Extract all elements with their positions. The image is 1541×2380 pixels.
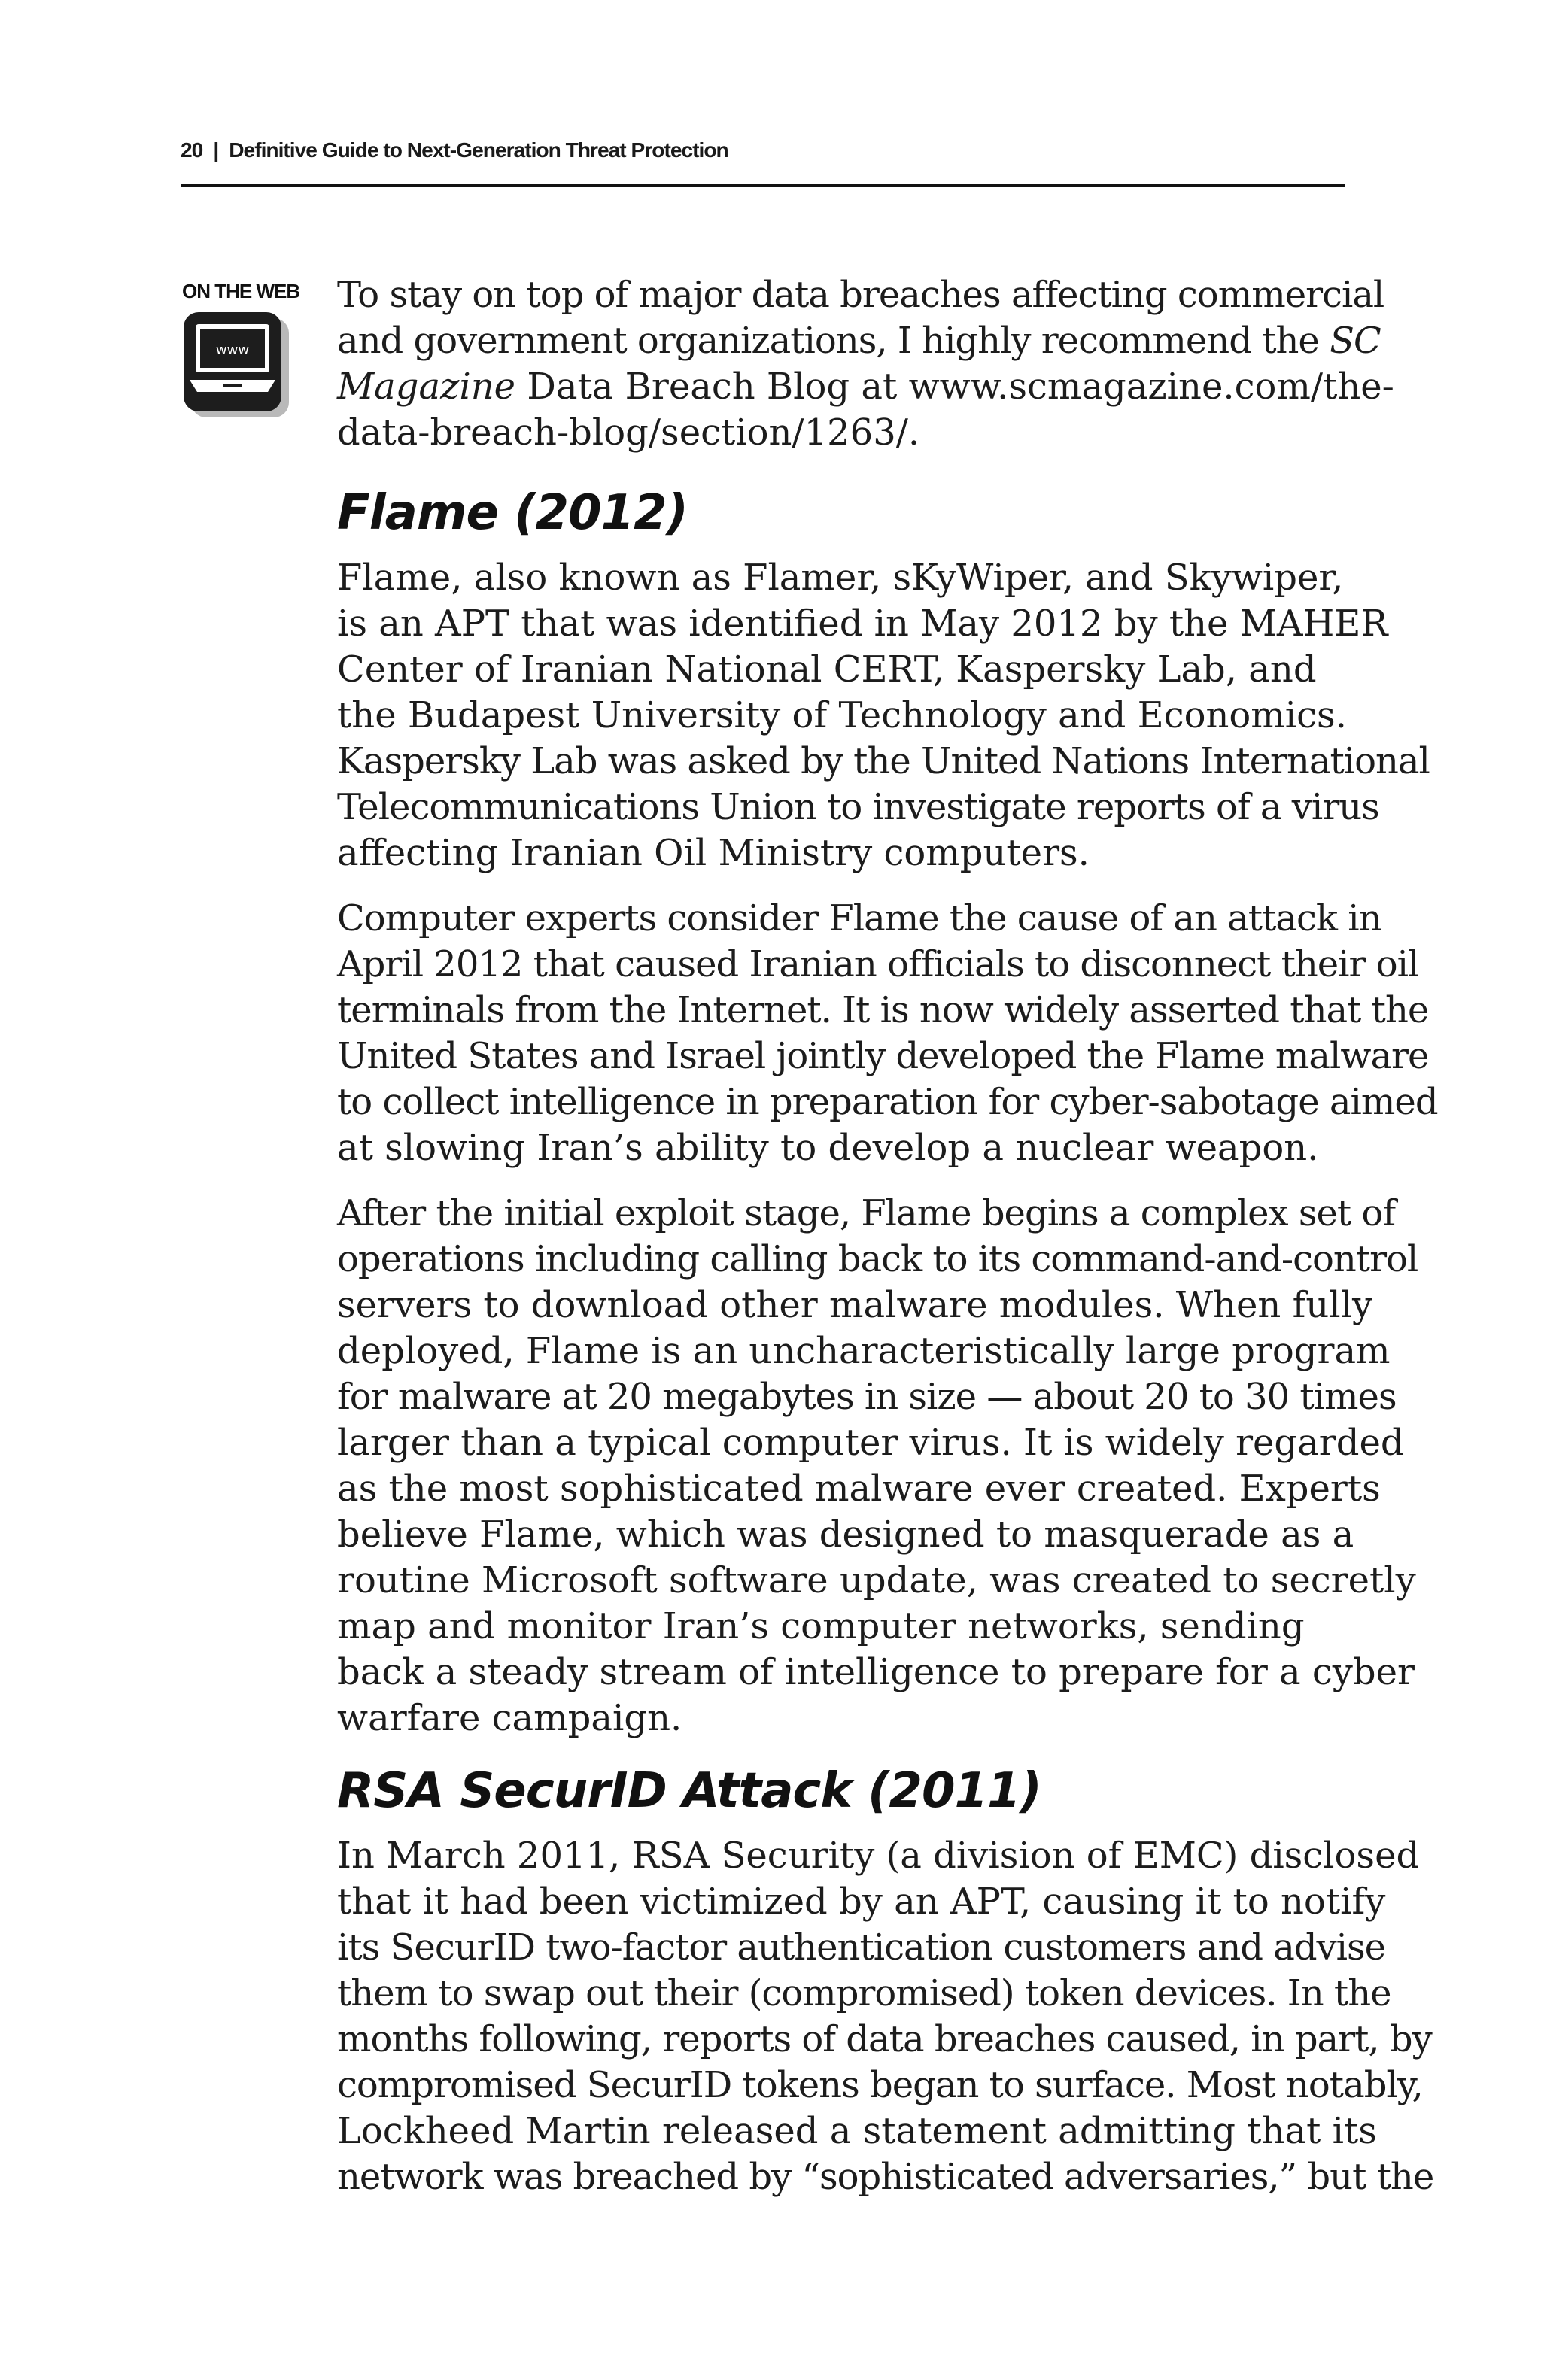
- text-line: deployed, Flame is an uncharacteristically large program: [337, 1330, 1391, 1372]
- text-line: as the most sophisticated malware ever created. Experts: [337, 1468, 1381, 1510]
- text-line: routine Microsoft software update, was created to secretly: [337, 1559, 1416, 1601]
- flame-paragraph-3: [337, 1191, 1418, 1741]
- text-line: Kaspersky Lab was asked by the United Nations International: [337, 740, 1430, 782]
- text-line: Telecommunications Union to investigate reports of a virus: [337, 786, 1379, 828]
- text-line: Flame, also known as Flamer, sKyWiper, and Skywiper,: [337, 557, 1344, 599]
- text-line: believe Flame, which was designed to masquerade as a: [337, 1513, 1354, 1556]
- callout-line: and government organizations, I highly recommend the SC: [337, 320, 1381, 362]
- text-line: operations including calling back to its command-and-control: [337, 1238, 1418, 1280]
- text-line: affecting Iranian Oil Ministry computers.: [337, 832, 1090, 874]
- callout-line: data-breach-blog/section/1263/.: [337, 411, 920, 454]
- text-line: April 2012 that caused Iranian officials to disconnect their oil: [337, 943, 1419, 985]
- text-line: Center of Iranian National CERT, Kaspersky Lab, and: [337, 648, 1317, 691]
- section-heading-rsa: RSA SecurID Attack (2011): [337, 1763, 1041, 1819]
- text-line: servers to download other malware modules. When fully: [337, 1284, 1373, 1326]
- flame-paragraph-2: [337, 896, 1438, 1171]
- on-the-web-callout: [337, 272, 1394, 456]
- text-line: United States and Israel jointly developed the Flame malware: [337, 1035, 1429, 1077]
- text-line: that it had been victimized by an APT, causing it to notify: [337, 1881, 1386, 1923]
- text-line: the Budapest University of Technology and Economics.: [337, 694, 1347, 736]
- text-line: In March 2011, RSA Security (a division of EMC) disclosed: [337, 1835, 1420, 1877]
- text-line: warfare campaign.: [337, 1697, 682, 1739]
- page-body: [337, 272, 1438, 2220]
- on-the-web-sidebar: [179, 280, 299, 420]
- text-line: for malware at 20 megabytes in size — about 20 to 30 times: [337, 1376, 1397, 1418]
- text-line: its SecurID two-factor authentication customers and advise: [337, 1926, 1386, 1969]
- text-line: to collect intelligence in preparation for cyber-sabotage aimed: [337, 1081, 1438, 1123]
- text-line: After the initial exploit stage, Flame begins a complex set of: [337, 1192, 1396, 1234]
- text-line: larger than a typical computer virus. It is widely regarded: [337, 1422, 1404, 1464]
- rsa-paragraph-1: [337, 1833, 1434, 2200]
- header-separator: |: [213, 138, 219, 162]
- text-line: back a steady stream of intelligence to prepare for a cyber: [337, 1651, 1415, 1693]
- text-line: network was breached by “sophisticated adversaries,” but the: [337, 2156, 1434, 2198]
- callout-line: To stay on top of major data breaches affecting commercial: [337, 274, 1384, 316]
- text-line: compromised SecurID tokens began to surface. Most notably,: [337, 2064, 1423, 2106]
- text-line: them to swap out their (compromised) token devices. In the: [337, 1972, 1391, 2014]
- text-line: map and monitor Iran’s computer networks, sending: [337, 1605, 1305, 1647]
- text-line: at slowing Iran’s ability to develop a nuclear weapon.: [337, 1127, 1319, 1169]
- text-line: Lockheed Martin released a statement admitting that its: [337, 2110, 1377, 2152]
- section-heading-flame: Flame (2012): [337, 485, 688, 541]
- on-the-web-label: ON THE WEB: [182, 280, 300, 302]
- book-title: Definitive Guide to Next-Generation Threat Protection: [229, 138, 728, 162]
- laptop-www-icon: [179, 308, 292, 420]
- callout-line: Magazine Data Breach Blog at www.scmagazine.com/the-: [337, 366, 1394, 408]
- www-text: www: [215, 342, 250, 358]
- page-number: 20: [181, 138, 203, 162]
- text-line: Computer experts consider Flame the cause of an attack in: [337, 897, 1381, 940]
- text-line: months following, reports of data breaches caused, in part, by: [337, 2018, 1432, 2060]
- text-line: is an APT that was identified in May 2012 by the MAHER: [337, 603, 1388, 645]
- running-head: [181, 138, 1345, 187]
- text-line: terminals from the Internet. It is now widely asserted that the: [337, 989, 1429, 1031]
- flame-paragraph-1: [337, 555, 1430, 876]
